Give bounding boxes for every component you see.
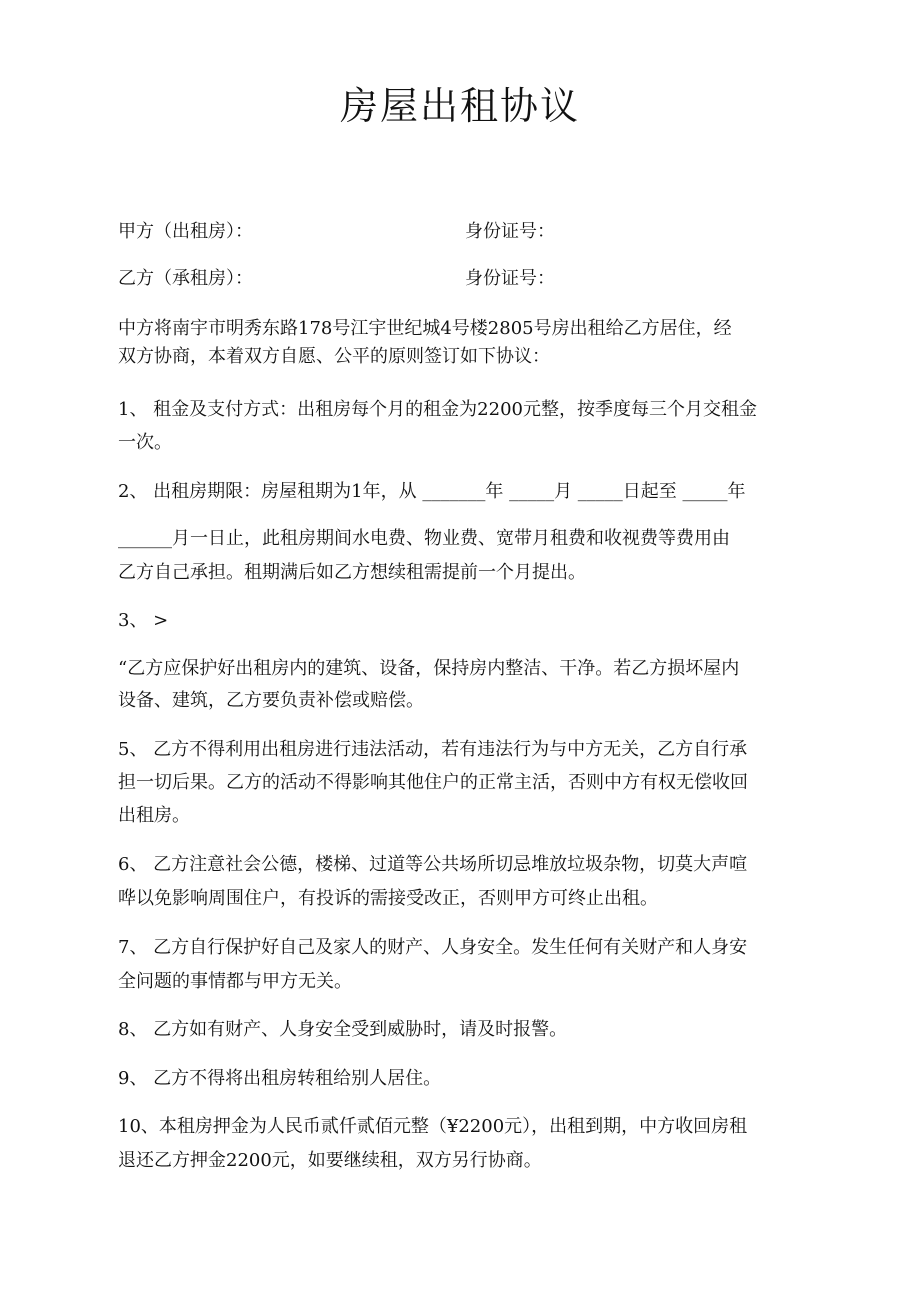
party-a-id-label: 身份证号： — [465, 221, 555, 242]
clause-5-line-2: 担一切后果。乙方的活动不得影响其他住户的正常主活，否则中方有权无偿收回 — [118, 772, 748, 793]
clause-2-line-1: 2、 出租房期限：房屋租期为1年，从 _______年 _____月 _____日起至 _____年 — [118, 481, 746, 502]
clause-2-line-2: ______月一日止，此租房期间水电费、物业费、宽带月租费和收视费等费用由 — [118, 528, 730, 549]
clause-7-line-2: 全问题的事情都与甲方无关。 — [118, 971, 352, 992]
clause-7-line-1: 7、 乙方自行保护好自己及家人的财产、人身安全。发生任何有关财产和人身安 — [118, 937, 748, 958]
clause-5-line-1: 5、 乙方不得利用出租房进行违法活动，若有违法行为与中方无关，乙方自行承 — [118, 739, 748, 760]
clause-1-line-1: 1、 租金及支付方式：出租房每个月的租金为2200元整，按季度每三个月交租金 — [118, 399, 757, 420]
clause-6-line-1: 6、 乙方注意社会公德，楼梯、过道等公共场所切忌堆放垃圾杂物，切莫大声喧 — [118, 854, 748, 875]
intro-line-1: 中方将南宇市明秀东路178号江宇世纪城4号楼2805号房出租给乙方居住，经 — [118, 318, 732, 339]
clause-3: 3、 > — [118, 610, 169, 631]
clause-10-line-2: 退还乙方押金2200元，如要继续租，双方另行协商。 — [118, 1150, 542, 1171]
party-b-id-label: 身份证号： — [465, 268, 555, 289]
party-b-label: 乙方（承租房）： — [118, 268, 253, 289]
clause-4-line-1: “乙方应保护好出租房内的建筑、设备，保持房内整洁、干净。若乙方损坏屋内 — [118, 658, 740, 679]
clause-10-line-1: 10、本租房押金为人民币贰仟贰佰元整（¥2200元），出租到期，中方收回房租 — [118, 1116, 748, 1137]
intro-line-2: 双方协商，本着双方自愿、公平的原则签订如下协议： — [118, 346, 550, 367]
document-title: 房屋出租协议 — [339, 84, 580, 128]
party-a-label: 甲方（出租房）： — [118, 221, 253, 242]
clause-1-line-2: 一次。 — [118, 432, 172, 453]
clause-5-line-3: 出租房。 — [118, 805, 190, 826]
clause-9: 9、 乙方不得将出租房转租给别人居住。 — [118, 1068, 442, 1089]
clause-4-line-2: 设备、建筑，乙方要负责补偿或赔偿。 — [118, 690, 424, 711]
clause-2-line-3: 乙方自己承担。租期满后如乙方想续租需提前一个月提出。 — [118, 562, 586, 583]
clause-6-line-2: 哗以免影响周围住户，有投诉的需接受改正，否则甲方可终止出租。 — [118, 888, 658, 909]
clause-8: 8、 乙方如有财产、人身安全受到威胁时，请及时报警。 — [118, 1019, 568, 1040]
